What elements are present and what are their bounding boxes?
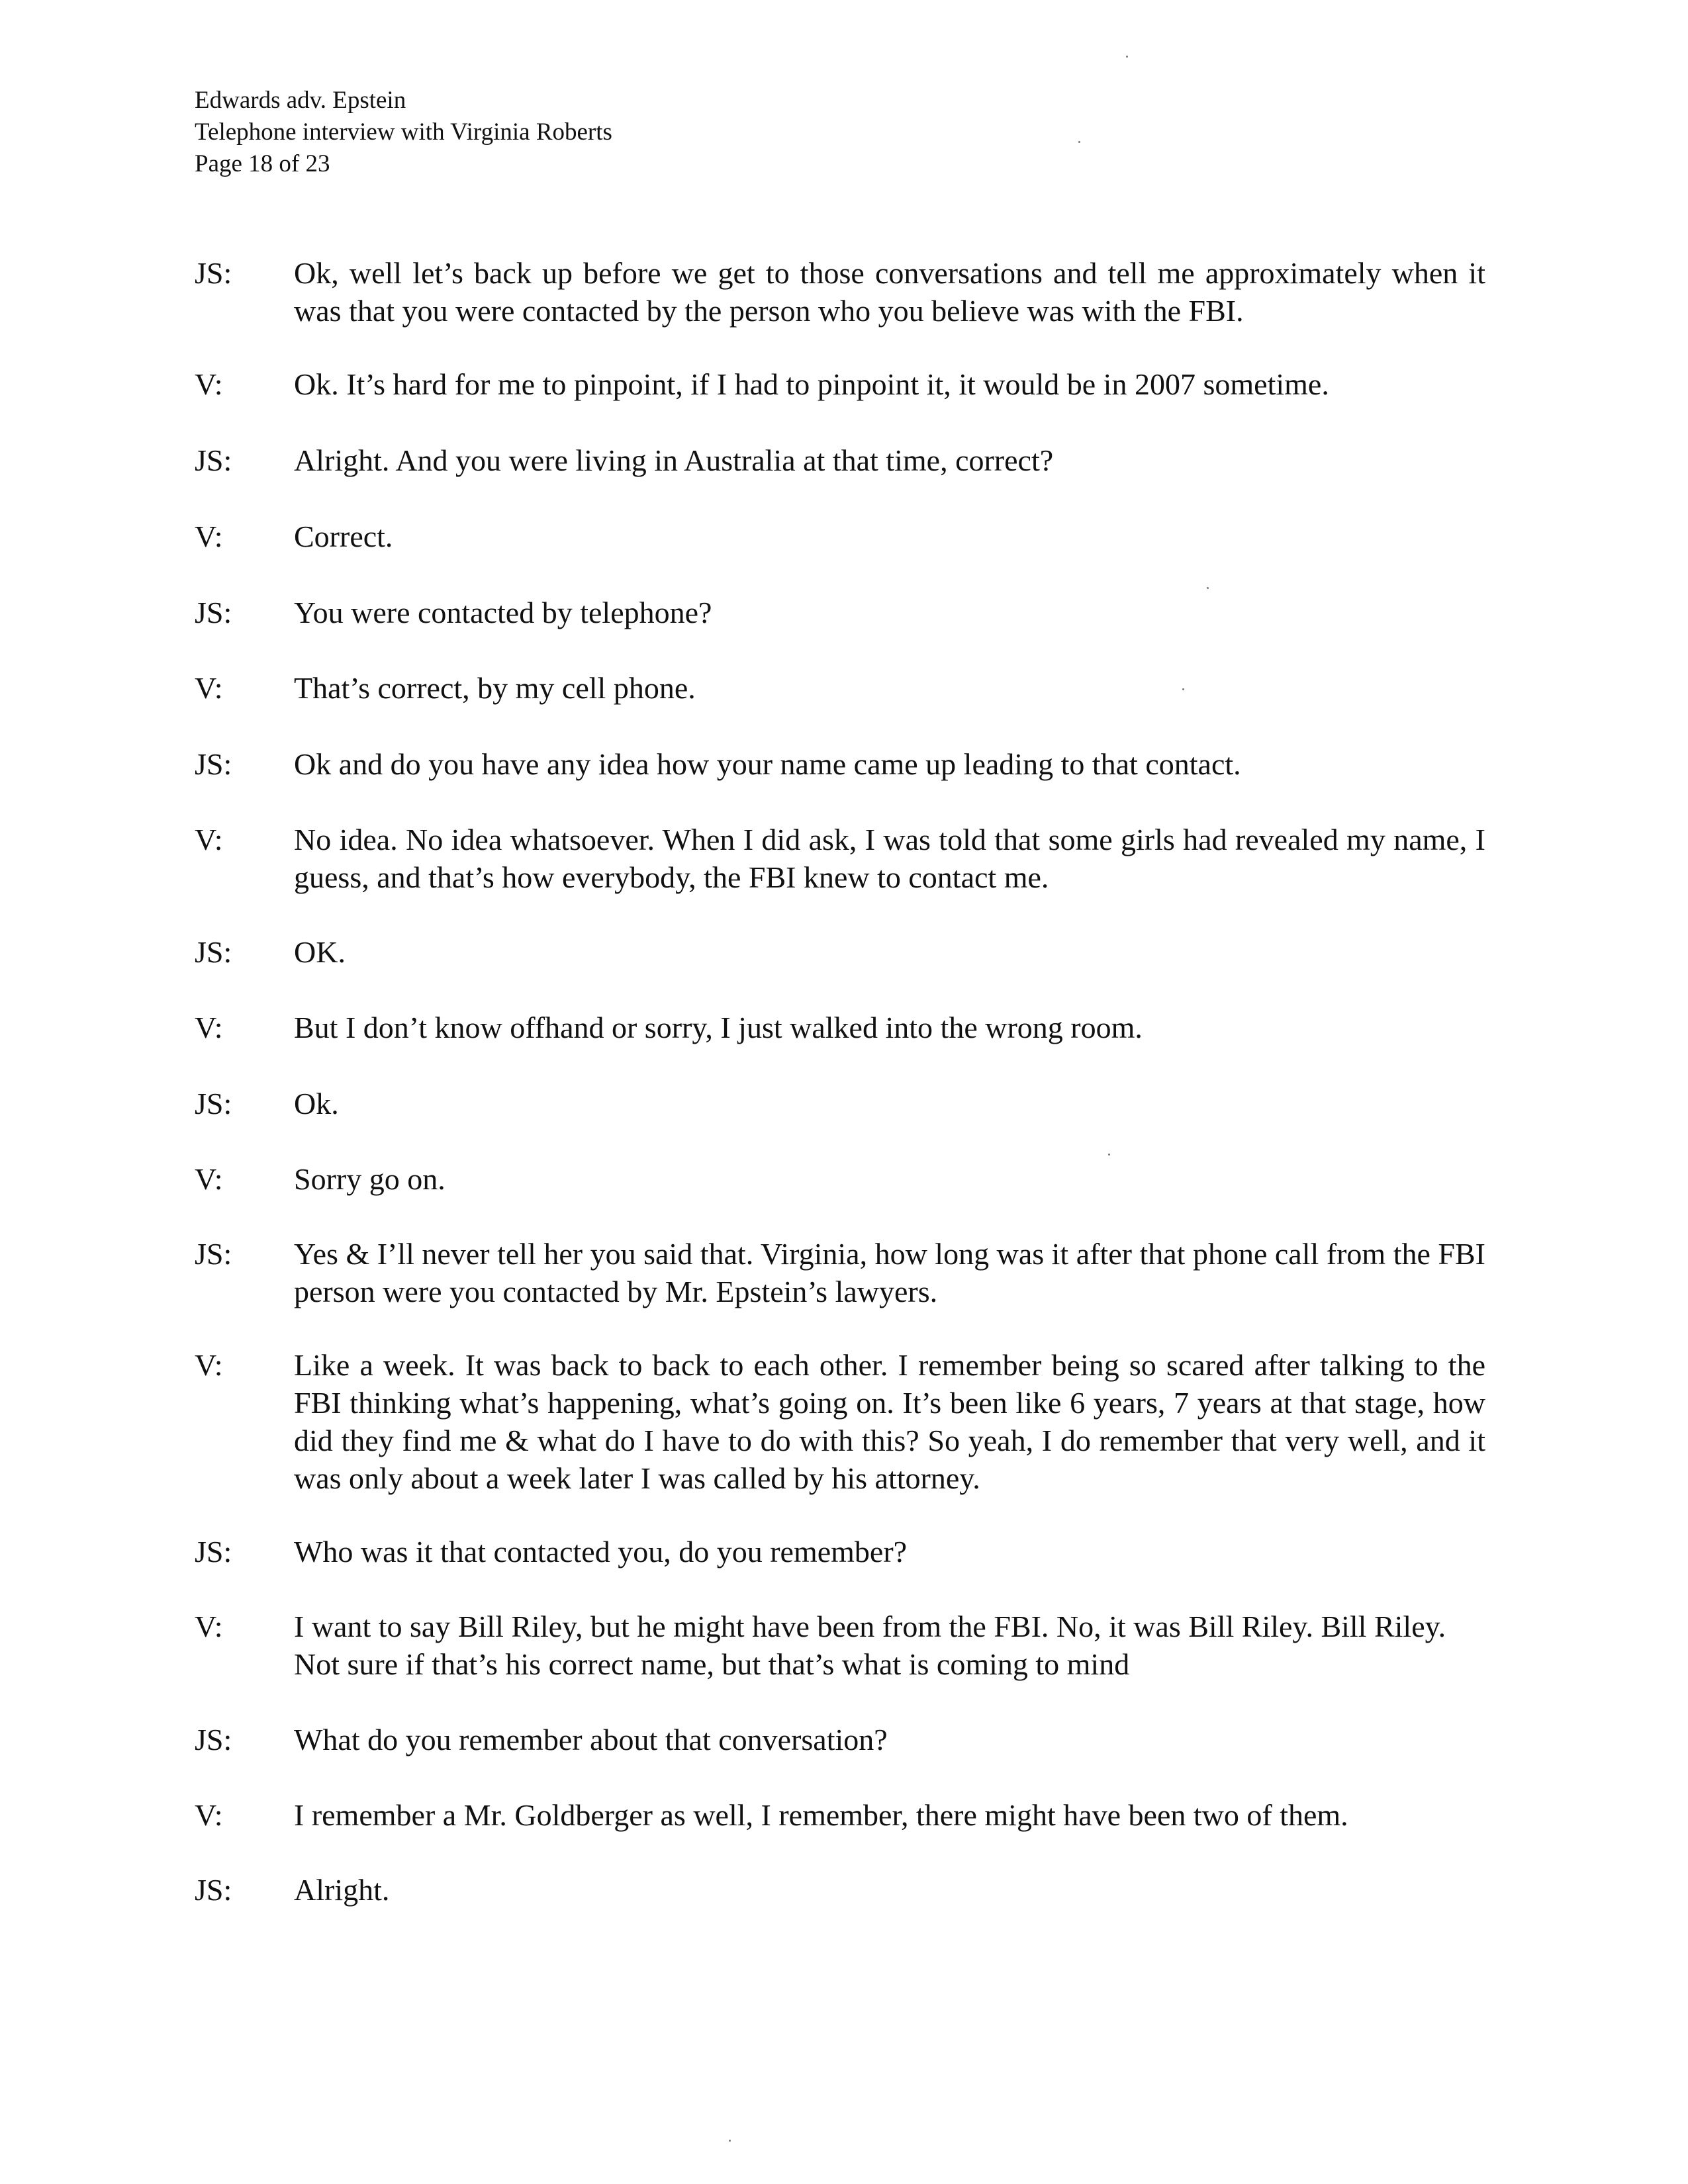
speaker-label: V: [195,671,223,705]
utterance-text: That’s correct, by my cell phone. [294,671,696,705]
page-number: Page 18 of 23 [195,150,330,177]
scan-speck [1182,688,1184,690]
utterance-text: Who was it that contacted you, do you remember? [294,1535,908,1569]
transcript-entry [195,1085,1485,1122]
transcript-entry [195,1346,1485,1497]
speaker-label: JS: [195,1087,232,1120]
speaker-label: V: [195,1011,223,1044]
speaker-label: JS: [195,935,232,969]
speaker-label: V: [195,367,223,401]
speaker-label: JS: [195,747,232,781]
utterance-text: You were contacted by telephone? [294,596,712,629]
speaker-label: V: [195,520,223,553]
scan-speck [1207,587,1209,589]
transcript-entry [195,594,1485,631]
utterance-text: But I don’t know offhand or sorry, I just walked into the wrong room. [294,1011,1143,1044]
scan-speck [1126,56,1128,58]
speaker-label: V: [195,1610,223,1643]
transcript-entry [195,254,1485,330]
transcript-entry [195,1721,1485,1758]
speaker-label: JS: [195,596,232,629]
transcript-entry [195,821,1485,896]
transcript-entry [195,669,1485,707]
transcript-entry [195,1871,1485,1909]
transcript-entry [195,518,1485,555]
speaker-label: V: [195,1348,223,1382]
speaker-label: JS: [195,1535,232,1569]
transcript-entry [195,1160,1485,1198]
transcript-entry [195,1533,1485,1570]
transcript-entry [195,933,1485,971]
transcript-entry [195,1796,1485,1834]
utterance-text: No idea. No idea whatsoever. When I did ask, I was told that some girls had revealed my name, I guess, and that’s how everybody, the FBI knew to contact me. [294,823,1485,894]
utterance-text: Ok. [294,1087,339,1120]
speaker-label: V: [195,1162,223,1196]
speaker-label: V: [195,823,223,856]
speaker-label: JS: [195,256,232,290]
speaker-label: JS: [195,443,232,477]
utterance-text: Ok and do you have any idea how your name came up leading to that contact. [294,747,1241,781]
scan-speck [1078,141,1080,143]
utterance-text: Like a week. It was back to back to each other. I remember being so scared after talking to the FBI thinking what’s happening, what’s going on. It’s been like 6 years, 7 years at that stage, how did they find me & what do I have to do with this? So yeah, I do remember that very well, and it was only about a week later I was called by his attorney. [294,1348,1485,1495]
utterance-text: I want to say Bill Riley, but he might have been from the FBI. No, it was Bill Riley. Bill Riley. Not sure if that’s his correct name, but that’s what is coming to mind [294,1610,1446,1681]
utterance-text: Sorry go on. [294,1162,445,1196]
utterance-text: Ok. It’s hard for me to pinpoint, if I had to pinpoint it, it would be in 2007 sometime. [294,367,1329,401]
transcript-entry [195,1235,1485,1310]
scan-speck [1108,1154,1110,1156]
transcript-entry [195,365,1485,403]
utterance-text: Alright. [294,1873,390,1907]
scan-speck [729,2140,731,2142]
transcript-entry [195,745,1485,783]
page-header [195,85,612,180]
case-name: Edwards adv. Epstein [195,87,406,114]
speaker-label: JS: [195,1873,232,1907]
document-title: Telephone interview with Virginia Roberts [195,118,612,146]
speaker-label: JS: [195,1237,232,1271]
utterance-text: Alright. And you were living in Australia at that time, correct? [294,443,1054,477]
utterance-text: I remember a Mr. Goldberger as well, I remember, there might have been two of them. [294,1798,1348,1832]
utterance-text: Ok, well let’s back up before we get to those conversations and tell me approximately when it was that you were contacted by the person who you believe was with the FBI. [294,256,1485,328]
utterance-text: Correct. [294,520,393,553]
utterance-text: OK. [294,935,346,969]
speaker-label: JS: [195,1723,232,1756]
transcript-entry [195,1009,1485,1046]
speaker-label: V: [195,1798,223,1832]
transcript-entry [195,441,1485,479]
utterance-text: What do you remember about that conversation? [294,1723,888,1756]
transcript-entry [195,1608,1485,1683]
utterance-text: Yes & I’ll never tell her you said that. Virginia, how long was it after that phone call from the FBI person were you contacted by Mr. Epstein’s lawyers. [294,1237,1485,1308]
